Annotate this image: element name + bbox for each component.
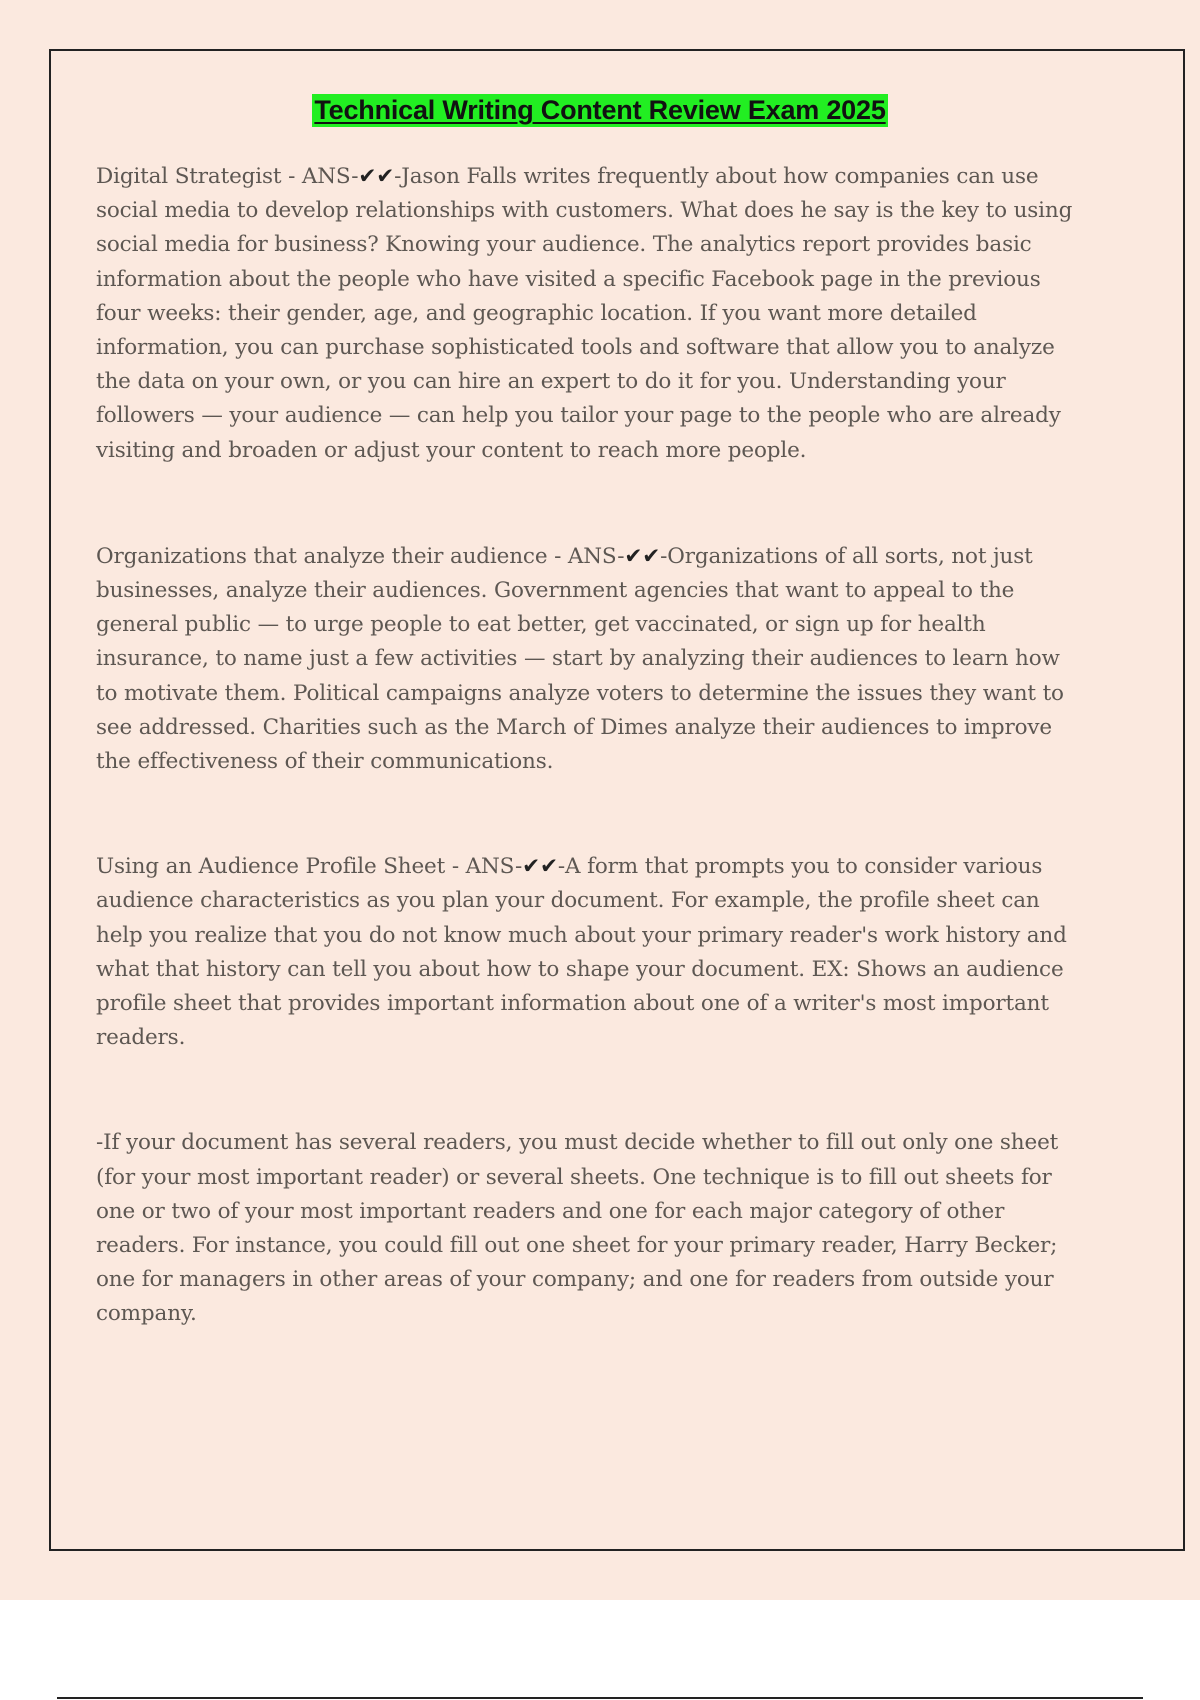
title-container: [0, 94, 1200, 127]
separator-dash: -: [554, 543, 568, 569]
entry-answer: Organizations of all sorts, not just businesses, analyze their audiences. Government agencies that want to appeal to the general public — to urge people to eat better, get vaccinated, or sign up for health insurance, to name just a few activities — start by analyzing their audiences to learn how to motivate them. Political campaigns analyze voters to determine the issues they want to see addressed. Charities such as the March of Dimes analyze their audiences to improve the effectiveness of their communications.: [96, 543, 1064, 775]
document-title: Technical Writing Content Review Exam 2025: [314, 95, 886, 125]
continuation-paragraph: -If your document has several readers, you must decide whether to fill out only one sheet (for your most important reader) or several sheets. One technique is to fill out sheets for one or two of your most important readers and one for each major category of other readers. For instance, you could fill out one sheet for your primary reader, Harry Becker; one for managers in other areas of your company; and one for readers from outside your company.: [96, 1130, 1059, 1327]
entry-term: Organizations that analyze their audience: [96, 543, 548, 569]
separator-dash: -: [288, 164, 302, 189]
footer-divider: [57, 1697, 1143, 1699]
answer-marker: ANS: [465, 854, 516, 880]
separator-dash: -: [660, 543, 668, 569]
separator-dash: -: [394, 164, 402, 189]
entry-answer: A form that prompts you to consider various audience characteristics as you plan your document. For example, the profile sheet can help you realize that you do not know much about your primary reader's work history and what that history can tell you about how to shape your document. EX: Shows an audience profile sheet that provides important information about one of a writer's most important readers.: [96, 854, 1067, 1051]
document-body: [96, 160, 1086, 1332]
entry-answer: Jason Falls writes frequently about how companies can use social media to develop relationships with customers. What does he say is the key to using social media for business? Knowing your audience. The analytics report provides basic information about the people who have visited a specific Facebook page in the previous four weeks: their gender, age, and geographic location. If you want more detailed information, you can purchase sophisticated tools and software that allow you to analyze the data on your own, or you can hire an expert to do it for you. Understanding your followers — your audience — can help you tailor your page to the people who are already visiting and broaden or adjust your content to reach more people.: [96, 164, 1073, 463]
answer-marker: ANS: [567, 543, 618, 569]
separator-dash: -: [617, 543, 625, 569]
answer-marker: ANS: [301, 164, 352, 189]
qa-entry-1: [96, 160, 1086, 468]
entry-term: Digital Strategist: [96, 164, 282, 189]
qa-entry-2: [96, 540, 1086, 779]
check-marks-icon: ✔✔: [358, 164, 395, 189]
entry-term: Using an Audience Profile Sheet: [96, 854, 446, 880]
check-marks-icon: ✔✔: [522, 854, 558, 880]
separator-dash: -: [515, 854, 523, 880]
separator-dash: -: [451, 854, 466, 880]
separator-dash: -: [557, 854, 566, 880]
separator-dash: -: [351, 164, 359, 189]
qa-entry-3: [96, 850, 1086, 1055]
check-marks-icon: ✔✔: [624, 543, 661, 569]
